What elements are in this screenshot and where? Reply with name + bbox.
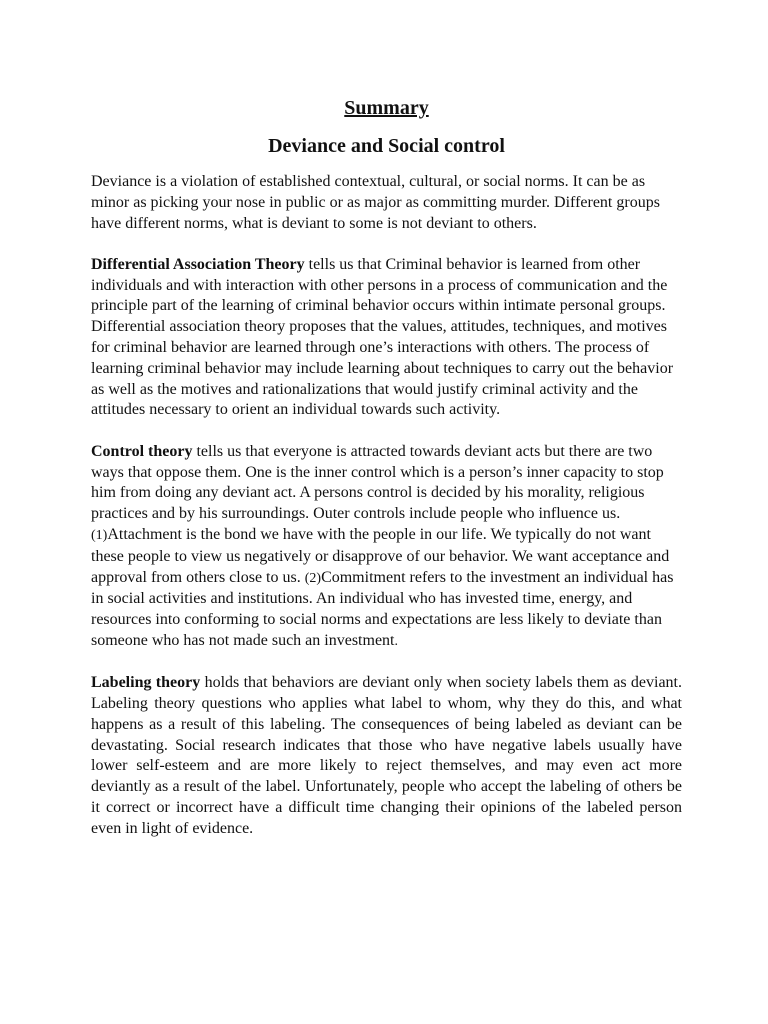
page-title: Summary (344, 97, 429, 119)
page-subtitle: Deviance and Social control (268, 135, 505, 157)
differential-association-term: Differential Association Theory (91, 255, 305, 273)
control-theory-text-b: Attachment is the bond we have with the people in our life. We typically do not want these people to view us negatively or disapprove of our behavior. We want acceptance and approval from others close to us. (91, 525, 670, 586)
labeling-theory-text: holds that behaviors are deviant only when society labels them as deviant. Labeling theory questions who applies what label to whom, why they do this, and what happens as a result of this labeling. The consequences of being labeled as deviant can be devastating. Social research indicates that those who have negative labels usually have lower self-esteem and are more likely to reject themselves, and may even act more deviantly as a result of the label. Unfortunately, people who accept the labeling of others be it correct or incorrect have a difficult time changing their opinions of the labeled person even in light of evidence. (91, 674, 682, 837)
labeling-theory-term: Labeling theory (91, 674, 201, 692)
control-theory-text-c: Commitment refers to the investment an individual has in social activities and institutions. An individual who has invested time, energy, and resources into conforming to social norms and expectations are less likely to deviate than someone who has not made such an investment (91, 568, 674, 649)
control-theory-term: Control theory (91, 442, 193, 460)
labeling-theory-paragraph (91, 673, 682, 839)
differential-association-text: tells us that Criminal behavior is learned from other individuals and with interaction with other persons in a process of communication and the principle part of the learning of criminal behavior occurs within intimate personal groups. Differential association theory proposes that the values, attitudes, techniques, and motives for criminal behavior are learned through one’s interactions with others. The process of learning criminal behavior may include learning about techniques to carry out the behavior as well as the motives and rationalizations that would justify criminal activity and the attitudes necessary to orient an individual towards such activity. (91, 255, 674, 419)
control-theory-text-a: tells us that everyone is attracted towards deviant acts but there are two ways that oppose them. One is the inner control which is a person’s inner capacity to stop him from doing any deviant act. A persons control is decided by his morality, religious practices and by his surroundings. Outer controls include people who influence us. (91, 442, 664, 523)
control-theory-paragraph (91, 442, 682, 653)
differential-association-paragraph (91, 255, 682, 421)
control-marker-1: (1) (91, 527, 108, 543)
intro-paragraph: Deviance is a violation of established contextual, cultural, or social norms. It can be as minor as picking your nose in public or as major as committing murder. Different groups have different norms, what is deviant to some is not deviant to others. (91, 173, 660, 232)
control-marker-2: (2) (304, 570, 322, 586)
control-theory-end: . (394, 633, 398, 649)
